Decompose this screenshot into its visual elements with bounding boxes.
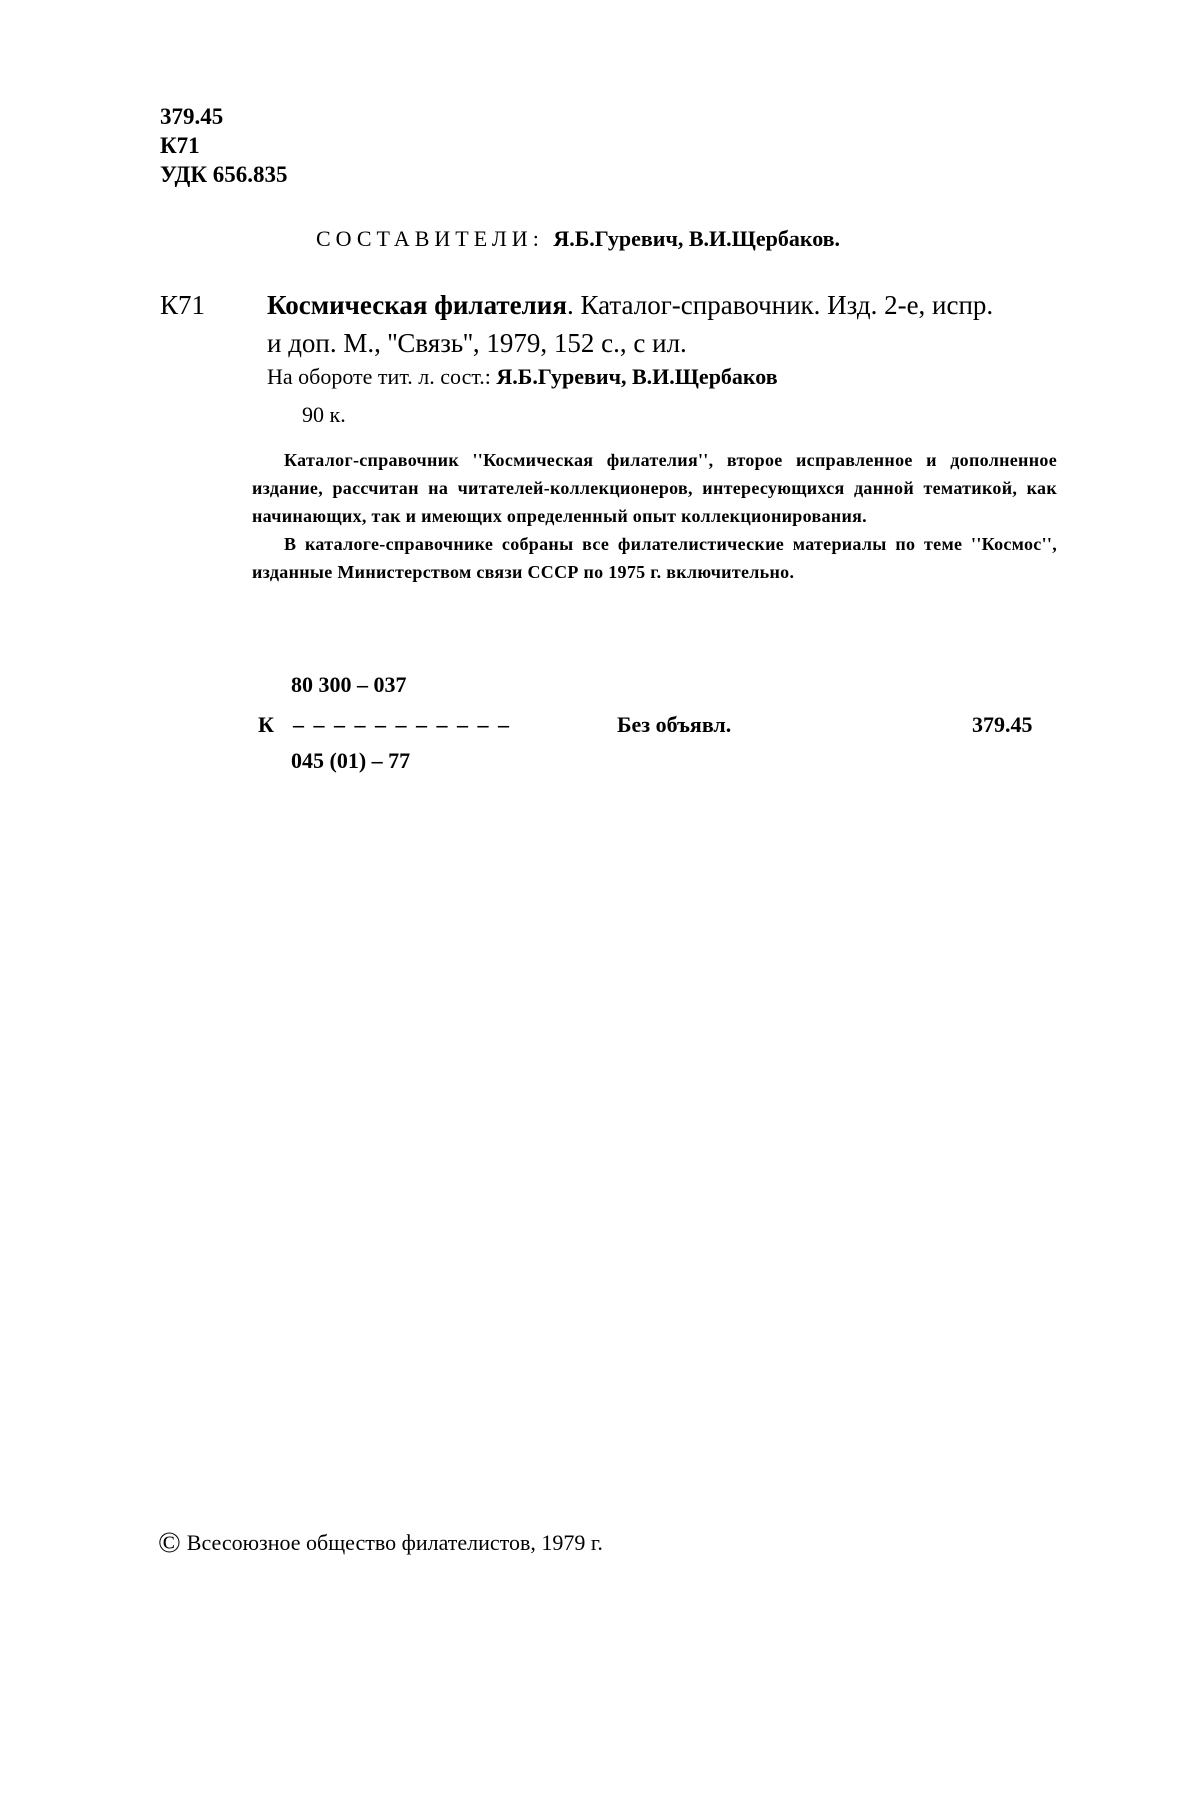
edition-code-letter: К: [258, 712, 274, 737]
reverse-note-label: На обороте тит. л. сост.:: [267, 364, 491, 389]
annotation-paragraph-2: В каталоге-справочнике собраны все филателистические материалы по теме ''Космос'', изданные Министерством связи СССР по 1975 г. включительно.: [252, 534, 1057, 582]
reverse-title-note: [267, 364, 778, 390]
edition-code-note: Без объявл.: [617, 712, 732, 737]
bibliographic-entry: [267, 286, 1067, 362]
annotation-paragraph-1: Каталог-справочник ''Космическая филателия'', второе исправленное и дополненное издание, рассчитан на читателей-коллекционеров, интересующихся данной тематикой, как начинающих, так и имеющих определенный опыт коллекционирования.: [252, 450, 1057, 526]
reverse-note-names: Я.Б.Гуревич, В.И.Щербаков: [496, 364, 778, 389]
bibliographic-line-2: и доп. М., ''Связь'', 1979, 152 с., с ил.: [267, 328, 687, 358]
edition-code-denominator: 045 (01) – 77: [291, 748, 411, 773]
edition-code-index: 379.45: [972, 712, 1033, 737]
copyright-line: [158, 1528, 603, 1558]
book-title: Космическая филателия: [267, 290, 567, 320]
copyright-text: Всесоюзное общество филателистов, 1979 г.: [186, 1530, 603, 1555]
compilers-line: [316, 226, 840, 252]
udk-code: УДК 656.835: [160, 162, 288, 187]
edition-code-numerator: 80 300 – 037: [291, 672, 407, 697]
author-mark: К71: [160, 133, 200, 158]
bbk-index: 379.45: [160, 104, 224, 129]
compilers-names: Я.Б.Гуревич, В.И.Щербаков.: [553, 226, 841, 251]
bibliographic-line-1-rest: . Каталог-справочник. Изд. 2-е, испр.: [566, 290, 994, 320]
price: 90 к.: [302, 402, 346, 427]
copyright-icon: ©: [158, 1526, 181, 1559]
compilers-label: СОСТАВИТЕЛИ:: [316, 226, 544, 251]
annotation: [252, 446, 1057, 586]
catalog-mark: К71: [160, 290, 206, 320]
edition-code-fraction-line: – – – – – – – – – – –: [293, 712, 511, 737]
library-index-codes: [160, 102, 288, 189]
bibliographic-line-1: [267, 286, 1067, 324]
